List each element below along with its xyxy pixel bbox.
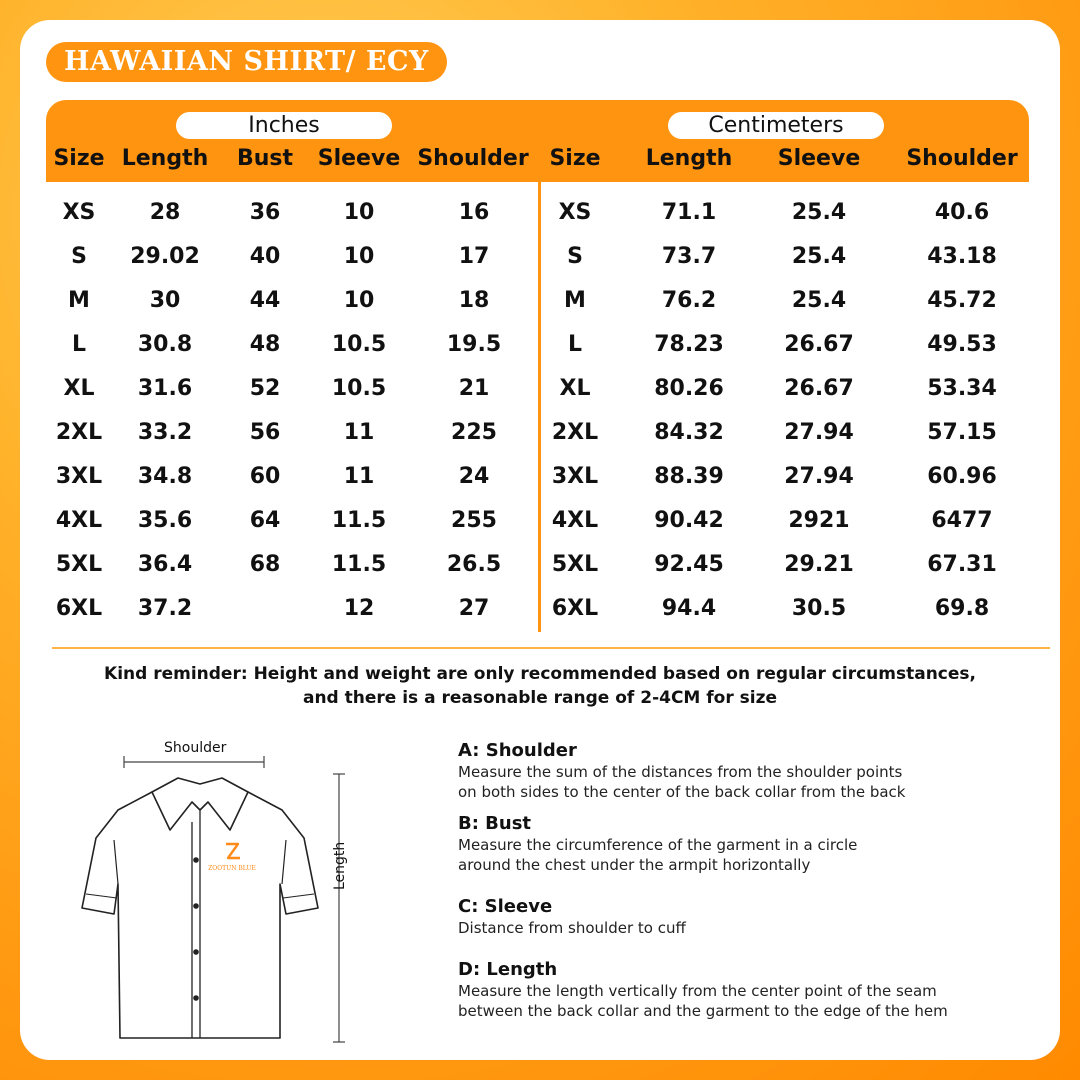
header-inches-sleeve: Sleeve — [317, 146, 401, 171]
cm-cell-length: 73.7 — [661, 244, 717, 269]
centimeters-unit-label: Centimeters — [668, 112, 884, 139]
cm-cell-size: L — [567, 332, 583, 357]
cm-cell-sleeve: 25.4 — [791, 288, 847, 313]
cm-cell-sleeve: 25.4 — [791, 200, 847, 225]
header-cm-length: Length — [645, 146, 733, 171]
measurement-bust — [458, 813, 1058, 875]
cm-cell-shoulder: 6477 — [931, 508, 993, 533]
inches-cell-size: S — [71, 244, 87, 269]
measurement-length-desc-1: Measure the length vertically from the center point of the seam — [458, 982, 937, 1000]
measurement-shoulder-desc-1: Measure the sum of the distances from the shoulder points — [458, 763, 903, 781]
cm-cell-length: 76.2 — [661, 288, 717, 313]
measurement-sleeve-title: C: Sleeve — [458, 896, 553, 917]
measurement-length-desc-2: between the back collar and the garment to the edge of the hem — [458, 1002, 948, 1020]
inches-cell-bust: 48 — [249, 332, 281, 357]
header-inches-length: Length — [121, 146, 209, 171]
inches-cell-size: XS — [62, 200, 96, 225]
inches-cell-shoulder: 225 — [451, 420, 497, 445]
reminder-line-1: Kind reminder: Height and weight are only recommended based on regular circumstances, — [104, 664, 976, 684]
inches-cell-size: 4XL — [55, 508, 103, 533]
cm-cell-shoulder: 43.18 — [927, 244, 997, 269]
measurement-length — [458, 959, 1058, 1021]
header-cm-sleeve: Sleeve — [777, 146, 861, 171]
shirt-diagram — [60, 730, 400, 1050]
cm-cell-shoulder: 60.96 — [927, 464, 997, 489]
cm-cell-shoulder: 40.6 — [934, 200, 990, 225]
inches-cell-shoulder: 24 — [458, 464, 490, 489]
inches-cell-size: XL — [63, 376, 95, 401]
cm-cell-length: 71.1 — [661, 200, 717, 225]
cm-cell-shoulder: 57.15 — [927, 420, 997, 445]
inches-cell-shoulder: 27 — [458, 596, 490, 621]
measurement-sleeve-desc-1: Distance from shoulder to cuff — [458, 919, 686, 937]
inches-unit-label: Inches — [176, 112, 392, 139]
inches-cell-shoulder: 18 — [458, 288, 490, 313]
cm-cell-shoulder: 69.8 — [934, 596, 990, 621]
cm-cell-size: M — [564, 288, 586, 313]
inches-cell-bust: 36 — [249, 200, 281, 225]
inches-cell-sleeve: 10.5 — [331, 376, 387, 401]
measurement-bust-title: B: Bust — [458, 813, 532, 834]
cm-cell-length: 90.42 — [654, 508, 724, 533]
cm-cell-size: 6XL — [551, 596, 599, 621]
chart-title: HAWAIIAN SHIRT/ ECY — [46, 42, 447, 82]
header-cm-shoulder: Shoulder — [906, 146, 1018, 171]
inches-cell-sleeve: 11.5 — [331, 508, 387, 533]
inches-cell-bust: 40 — [249, 244, 281, 269]
measurement-shoulder-desc-2: on both sides to the center of the back collar from the back — [458, 783, 906, 801]
header-inches-shoulder: Shoulder — [417, 146, 529, 171]
cm-cell-sleeve: 29.21 — [784, 552, 854, 577]
inches-cell-sleeve: 11 — [343, 464, 375, 489]
length-measure-label: Length — [332, 841, 348, 890]
header-inches-bust: Bust — [236, 146, 294, 171]
measurement-bust-desc-1: Measure the circumference of the garment in a circle — [458, 836, 858, 854]
inches-cell-length: 34.8 — [137, 464, 193, 489]
cm-cell-sleeve: 26.67 — [784, 332, 854, 357]
measurement-shoulder — [458, 740, 1058, 802]
inches-cell-length: 30.8 — [137, 332, 193, 357]
inches-cell-size: L — [71, 332, 87, 357]
inches-cell-shoulder: 255 — [451, 508, 497, 533]
cm-cell-size: S — [567, 244, 583, 269]
section-divider — [52, 647, 1050, 649]
cm-cell-sleeve: 30.5 — [791, 596, 847, 621]
inches-cell-bust: 64 — [249, 508, 281, 533]
inches-cell-bust: 56 — [249, 420, 281, 445]
cm-cell-size: 5XL — [551, 552, 599, 577]
inches-cell-size: M — [68, 288, 90, 313]
inches-cell-sleeve: 10 — [343, 200, 375, 225]
kind-reminder — [60, 662, 1020, 710]
inches-cell-length: 31.6 — [137, 376, 193, 401]
measurement-bust-desc-2: around the chest under the armpit horizontally — [458, 856, 811, 874]
cm-cell-shoulder: 45.72 — [927, 288, 997, 313]
inches-cell-sleeve: 11 — [343, 420, 375, 445]
inches-cell-length: 30 — [149, 288, 181, 313]
cm-cell-sleeve: 26.67 — [784, 376, 854, 401]
cm-cell-size: XL — [559, 376, 591, 401]
inches-cell-bust: 44 — [249, 288, 281, 313]
inches-cell-shoulder: 21 — [458, 376, 490, 401]
inches-cell-length: 37.2 — [137, 596, 193, 621]
inches-cell-length: 28 — [149, 200, 181, 225]
inches-cell-sleeve: 12 — [343, 596, 375, 621]
inches-cell-length: 33.2 — [137, 420, 193, 445]
inches-cell-sleeve: 10 — [343, 244, 375, 269]
inches-cell-size: 5XL — [55, 552, 103, 577]
measurement-length-title: D: Length — [458, 959, 558, 980]
cm-cell-length: 94.4 — [661, 596, 717, 621]
header-cm-size: Size — [549, 146, 601, 171]
inches-cell-sleeve: 11.5 — [331, 552, 387, 577]
cm-cell-shoulder: 49.53 — [927, 332, 997, 357]
brand-logo-text: ZOOTUN BLUE — [208, 865, 256, 872]
cm-cell-size: XS — [558, 200, 592, 225]
cm-cell-length: 84.32 — [654, 420, 724, 445]
cm-cell-shoulder: 67.31 — [927, 552, 997, 577]
inches-cell-shoulder: 17 — [458, 244, 490, 269]
inches-cell-shoulder: 16 — [458, 200, 490, 225]
cm-cell-size: 3XL — [551, 464, 599, 489]
inches-cell-length: 35.6 — [137, 508, 193, 533]
inches-cell-size: 3XL — [55, 464, 103, 489]
cm-cell-sleeve: 25.4 — [791, 244, 847, 269]
inches-cell-shoulder: 26.5 — [446, 552, 502, 577]
inches-cell-bust: 52 — [249, 376, 281, 401]
inches-cell-size: 2XL — [55, 420, 103, 445]
cm-cell-length: 78.23 — [654, 332, 724, 357]
inches-cell-bust: 60 — [249, 464, 281, 489]
measurement-shoulder-title: A: Shoulder — [458, 740, 577, 761]
cm-cell-length: 92.45 — [654, 552, 724, 577]
inches-cell-sleeve: 10 — [343, 288, 375, 313]
header-inches-size: Size — [53, 146, 105, 171]
cm-cell-sleeve: 2921 — [788, 508, 850, 533]
inches-cell-sleeve: 10.5 — [331, 332, 387, 357]
inches-cell-length: 36.4 — [137, 552, 193, 577]
inches-cell-length: 29.02 — [130, 244, 200, 269]
cm-cell-sleeve: 27.94 — [784, 420, 854, 445]
shoulder-measure-label: Shoulder — [164, 740, 227, 756]
reminder-line-2: and there is a reasonable range of 2-4CM for size — [302, 688, 778, 708]
measurement-sleeve — [458, 896, 1058, 938]
cm-cell-length: 80.26 — [654, 376, 724, 401]
shirt-illustration — [60, 730, 400, 1050]
cm-cell-size: 4XL — [551, 508, 599, 533]
cm-cell-size: 2XL — [551, 420, 599, 445]
table-column-divider — [538, 182, 541, 632]
inches-cell-size: 6XL — [55, 596, 103, 621]
cm-cell-sleeve: 27.94 — [784, 464, 854, 489]
cm-cell-length: 88.39 — [654, 464, 724, 489]
cm-cell-shoulder: 53.34 — [927, 376, 997, 401]
inches-cell-shoulder: 19.5 — [446, 332, 502, 357]
inches-cell-bust: 68 — [249, 552, 281, 577]
